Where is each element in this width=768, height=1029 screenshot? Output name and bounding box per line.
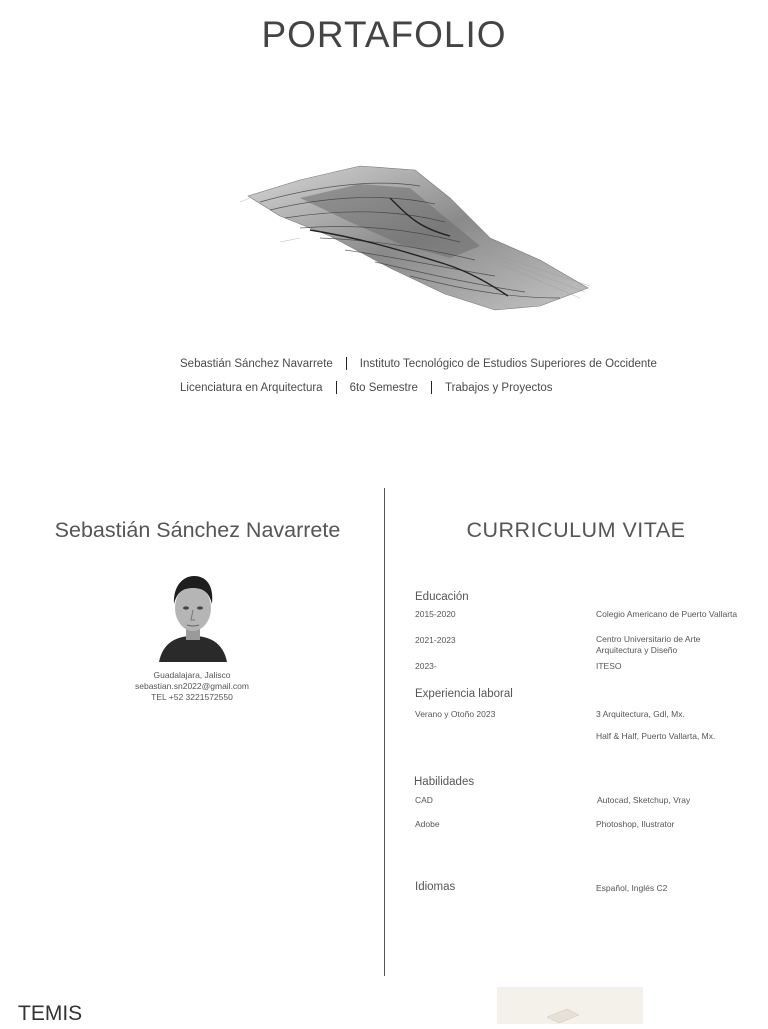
cv-heading: CURRICULUM VITAE (466, 518, 686, 542)
education-place-line: Arquitectura y Diseño (596, 645, 678, 655)
experience-place: 3 Arquitectura, Gdl, Mx. (596, 709, 685, 719)
skill-value: Photoshop, Ilustrator (596, 819, 675, 829)
experience-period: Verano y Otoño 2023 (415, 709, 496, 719)
info-institution: Instituto Tecnológico de Estudios Superiores de Occidente (359, 357, 657, 370)
profile-name: Sebastián Sánchez Navarrete (54, 518, 341, 542)
languages-title: Idiomas (415, 881, 456, 893)
education-title: Educación (415, 591, 469, 603)
education-period: 2021-2023 (415, 635, 456, 645)
project-title: TEMIS (18, 1002, 83, 1025)
terrain-model-image (240, 158, 600, 318)
page-title: PORTAFOLIO (261, 14, 507, 55)
info-semester: 6to Semestre (349, 381, 418, 394)
education-period: 2023- (415, 661, 437, 671)
separator (431, 381, 432, 394)
skill-name: Adobe (415, 819, 440, 829)
info-degree: Licenciatura en Arquitectura (180, 381, 323, 394)
skill-name: CAD (415, 795, 433, 805)
info-row-2 (180, 381, 553, 394)
education-place: ITESO (596, 661, 622, 671)
contact-phone: TEL +52 3221572550 (151, 692, 233, 702)
education-period: 2015-2020 (415, 609, 456, 619)
experience-place: Half & Half, Puerto Vallarta, Mx. (596, 731, 716, 741)
info-author: Sebastián Sánchez Navarrete (180, 357, 333, 370)
contact-email[interactable]: sebastian.sn2022@gmail.com (135, 681, 249, 691)
profile-photo (159, 570, 227, 662)
info-works: Trabajos y Proyectos (444, 381, 553, 394)
skills-title: Habilidades (414, 776, 475, 788)
languages-value: Español, Inglés C2 (596, 883, 668, 893)
experience-title: Experiencia laboral (415, 688, 513, 700)
education-place (596, 634, 700, 656)
contact-location: Guadalajara, Jalisco (153, 670, 231, 680)
column-divider (384, 488, 385, 976)
project-thumbnail (497, 987, 643, 1024)
education-place: Colegio Americano de Puerto Vallarta (596, 609, 738, 619)
contact-block (92, 670, 292, 703)
skill-value: Autocad, Sketchup, Vray (597, 795, 691, 805)
education-place-line: Centro Universitario de Arte (596, 634, 701, 644)
separator (336, 381, 337, 394)
separator (346, 357, 347, 370)
info-row-1 (180, 357, 657, 370)
